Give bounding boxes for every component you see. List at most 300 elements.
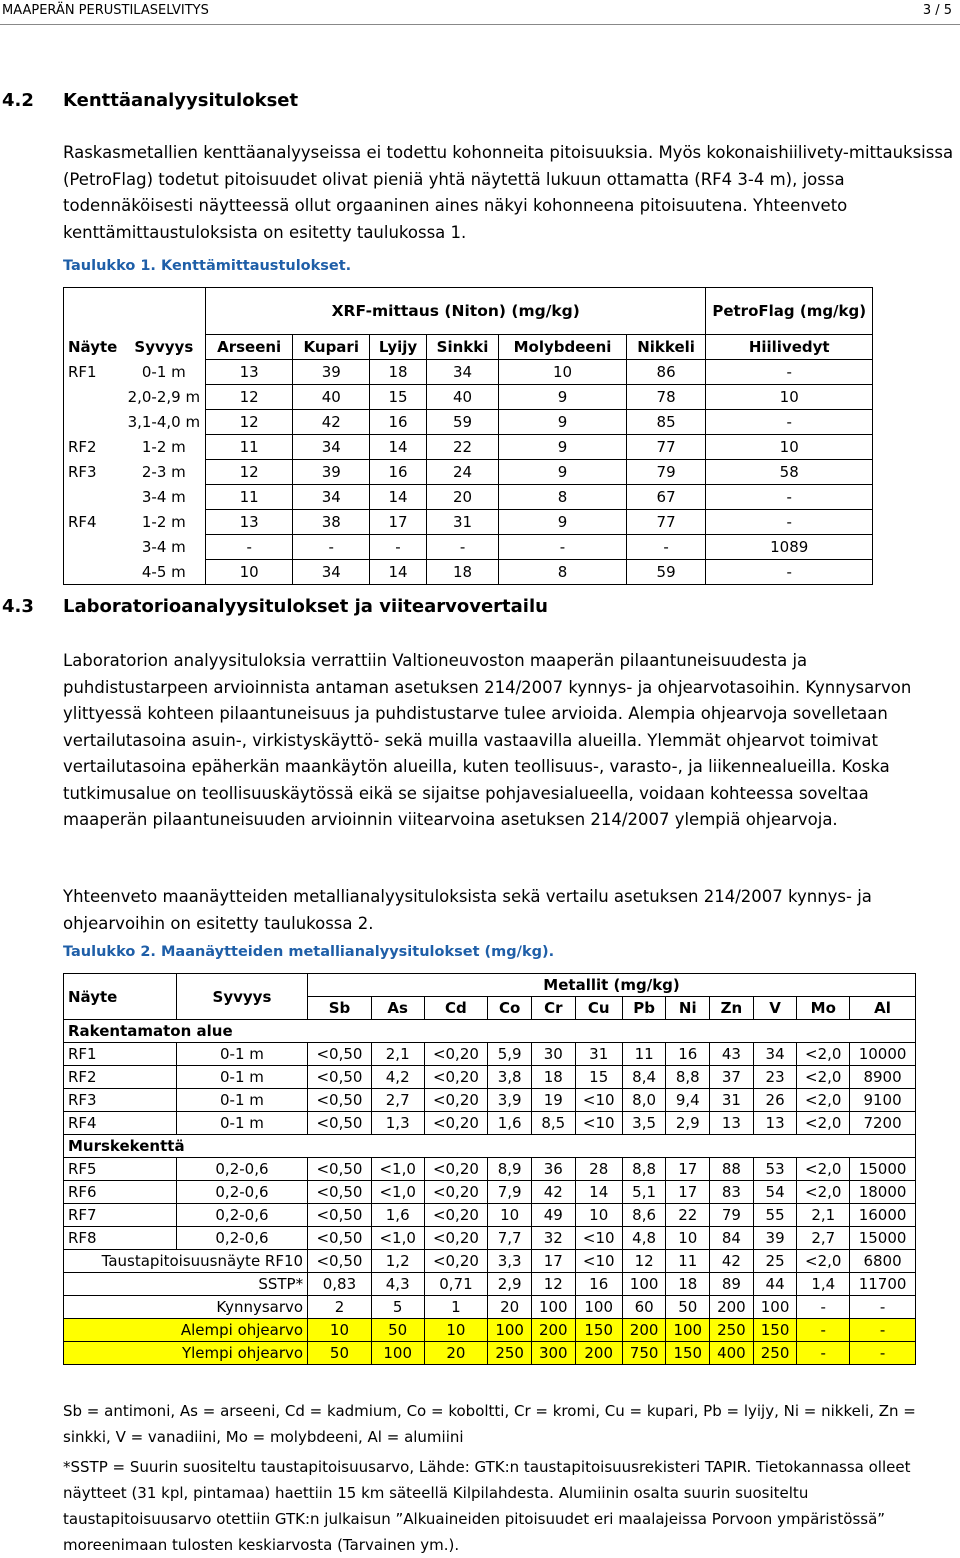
table2-cell: 750 (622, 1342, 666, 1365)
table1-cell: - (626, 535, 706, 560)
table2-sample-cell: RF5 (64, 1158, 177, 1181)
table2-cell: 31 (710, 1089, 754, 1112)
table2-cell: <0,50 (308, 1066, 372, 1089)
table2-row (64, 1204, 916, 1227)
table2-cell: 18 (531, 1066, 575, 1089)
table2-cell: <2,0 (797, 1158, 850, 1181)
table1-header-cell: Syvyys (123, 335, 206, 360)
table2-cell: <1,0 (371, 1181, 424, 1204)
table2-cell: 2,9 (666, 1112, 710, 1135)
table2-caption: Taulukko 2. Maanäytteiden metallianalyysitulokset (mg/kg). (63, 944, 555, 960)
table2-cell: 250 (710, 1319, 754, 1342)
table1-cell: 3-4 m (123, 485, 206, 510)
table2-cell: 10 (575, 1204, 622, 1227)
table2-cell: <1,0 (371, 1227, 424, 1250)
table1-header-cell: Arseeni (206, 335, 293, 360)
table2-reference-row (64, 1250, 916, 1273)
table2-cell: - (850, 1342, 916, 1365)
table1-cell: 79 (626, 460, 706, 485)
table2-cell: 25 (753, 1250, 797, 1273)
table2-cell: 0-1 m (176, 1112, 307, 1135)
table2-cell: <2,0 (797, 1043, 850, 1066)
table2-cell: 200 (710, 1296, 754, 1319)
table1-group-header-row (64, 288, 873, 335)
table2-cell: <1,0 (371, 1158, 424, 1181)
table1-sample-cell: RF1 (64, 360, 123, 385)
table2-cell: 2,7 (371, 1089, 424, 1112)
table1-sample-cell (64, 385, 123, 410)
table1-cell: 9 (499, 510, 626, 535)
table2-cell: 44 (753, 1273, 797, 1296)
table2-cell: <0,50 (308, 1112, 372, 1135)
table2-cell: <0,50 (308, 1227, 372, 1250)
table1-cell: 2,0-2,9 m (123, 385, 206, 410)
table2-sample-cell: RF1 (64, 1043, 177, 1066)
table1-group-petroflag: PetroFlag (mg/kg) (706, 288, 873, 335)
header-rule (0, 24, 960, 25)
table2-cell: 11 (622, 1043, 666, 1066)
table2-cell: 54 (753, 1181, 797, 1204)
table1-cell: 16 (370, 460, 427, 485)
table1-row (64, 360, 873, 385)
table2-cell: <0,20 (424, 1250, 488, 1273)
table2-cell: 14 (575, 1181, 622, 1204)
table2-cell: 5,1 (622, 1181, 666, 1204)
table2-cell: 10 (308, 1319, 372, 1342)
table1-header-cell: Lyijy (370, 335, 427, 360)
table2-cell: 18000 (850, 1181, 916, 1204)
table1-cell: - (293, 535, 370, 560)
table2-cell: <10 (575, 1089, 622, 1112)
table2-cell: 42 (531, 1181, 575, 1204)
table2-cell: 0,71 (424, 1273, 488, 1296)
table1-cell: 40 (293, 385, 370, 410)
table1-row (64, 510, 873, 535)
table2-cell: - (797, 1342, 850, 1365)
table2-cell: 11 (666, 1250, 710, 1273)
table2-cell: 1,2 (371, 1250, 424, 1273)
table2-cell: 37 (710, 1066, 754, 1089)
table2-metal-header: Al (850, 997, 916, 1020)
table1-cell: 40 (426, 385, 498, 410)
table2-reference-row (64, 1342, 916, 1365)
document-title: MAAPERÄN PERUSTILASELVITYS (2, 3, 209, 18)
table2-cell: - (797, 1296, 850, 1319)
table2-cell: 7,7 (488, 1227, 532, 1250)
paragraph-lab-results: Laboratorion analyysituloksia verrattiin Valtioneuvoston maaperän pilaantuneisuudesta ja puhdistustarpeen arvioinnista antaman asetuksen 214/2007 kynnys- ja ohjearvotasoihin. Kynnysarvon ylittyessä kohteen pilaantuneisuus ja puhdistustarve tulee arvioida. Alempia ohjearvoja sovelletaan vertailutasoina asuin-, virkistyskäyttö- sekä muilla vastaavilla alueilla. Ylemmät ohjearvot toimivat vertailutasoina epäherkän maankäytön alueilla, kuten teollisuus-, varasto-, ja liikennealueilla. Koska tutkimusalue on teollisuuskäytössä eikä se sijaitse pohjavesialueella, voidaan kohteessa soveltaa maaperän pilaantuneisuuden arvioinnin viitearvoina asetuksen 214/2007 ylempiä ohjearvoja. (63, 651, 912, 829)
table1-cell: 39 (293, 460, 370, 485)
table2-reference-label: Alempi ohjearvo (64, 1319, 308, 1342)
table2-cell: - (797, 1319, 850, 1342)
table2-cell: <2,0 (797, 1250, 850, 1273)
table2-cell: <2,0 (797, 1089, 850, 1112)
table2-cell: 26 (753, 1089, 797, 1112)
table1-cell: 59 (426, 410, 498, 435)
table1-cell: 34 (293, 435, 370, 460)
table2-reference-label: SSTP* (64, 1273, 308, 1296)
table2-cell: <0,50 (308, 1043, 372, 1066)
table2-cell: 0,2-0,6 (176, 1158, 307, 1181)
table2-cell: 100 (371, 1342, 424, 1365)
table2-cell: 0-1 m (176, 1043, 307, 1066)
table1-cell: 10 (206, 560, 293, 585)
table2-cell: 31 (575, 1043, 622, 1066)
table1-row (64, 535, 873, 560)
table2-cell: 10 (424, 1319, 488, 1342)
table2-cell: 4,8 (622, 1227, 666, 1250)
table2-sample-cell: RF2 (64, 1066, 177, 1089)
table2-cell: 34 (753, 1043, 797, 1066)
table1-cell: 34 (293, 560, 370, 585)
table2-cell: 11700 (850, 1273, 916, 1296)
table1-header-cell: Nikkeli (626, 335, 706, 360)
table2-cell: 60 (622, 1296, 666, 1319)
table2-cell: 100 (575, 1296, 622, 1319)
table2-cell: 39 (753, 1227, 797, 1250)
table2-cell: 100 (753, 1296, 797, 1319)
table2-cell: 5,9 (488, 1043, 532, 1066)
table2-cell: <0,50 (308, 1181, 372, 1204)
table2-cell: 43 (710, 1043, 754, 1066)
table1-cell: 12 (206, 385, 293, 410)
table1-cell: - (370, 535, 427, 560)
table2-cell: 4,2 (371, 1066, 424, 1089)
table2-cell: 0,2-0,6 (176, 1204, 307, 1227)
table2-row (64, 1158, 916, 1181)
table1-cell: 1-2 m (123, 435, 206, 460)
table2-cell: <0,20 (424, 1158, 488, 1181)
table2-metal-header: Sb (308, 997, 372, 1020)
table2-cell: 0-1 m (176, 1066, 307, 1089)
table1-sample-cell (64, 535, 123, 560)
table1-group-xrf: XRF-mittaus (Niton) (mg/kg) (206, 288, 706, 335)
table1-row (64, 435, 873, 460)
table2-cell: 17 (531, 1250, 575, 1273)
table1-cell: 77 (626, 510, 706, 535)
table1-sample-cell: RF2 (64, 435, 123, 460)
table2-metal-header: Mo (797, 997, 850, 1020)
table2-cell: <0,50 (308, 1158, 372, 1181)
table2-cell: 10 (488, 1204, 532, 1227)
table2-row (64, 1181, 916, 1204)
table1-row (64, 485, 873, 510)
table2-cell: 8,0 (622, 1089, 666, 1112)
table1-header-row (64, 335, 873, 360)
table2-reference-row (64, 1296, 916, 1319)
table2-cell: 7200 (850, 1112, 916, 1135)
table2-cell: 4,3 (371, 1273, 424, 1296)
table1-row (64, 460, 873, 485)
table2-cell: 8,5 (531, 1112, 575, 1135)
table1-header-cell: Molybdeeni (499, 335, 626, 360)
table1-cell: - (206, 535, 293, 560)
table2-cell: 2 (308, 1296, 372, 1319)
table1-cell: 0-1 m (123, 360, 206, 385)
table2-cell: 0,2-0,6 (176, 1227, 307, 1250)
table1-cell: 2-3 m (123, 460, 206, 485)
table1-cell: 8 (499, 485, 626, 510)
table2-cell: 1,6 (371, 1204, 424, 1227)
table2-cell: 1,4 (797, 1273, 850, 1296)
table1-cell: 3,1-4,0 m (123, 410, 206, 435)
page-header (0, 0, 960, 28)
table2-cell: 19 (531, 1089, 575, 1112)
table1-sample-cell: RF4 (64, 510, 123, 535)
table2-cell: 150 (666, 1342, 710, 1365)
table2-cell: <0,20 (424, 1066, 488, 1089)
table1-cell: 24 (426, 460, 498, 485)
table2-section-label: Rakentamaton alue (64, 1020, 916, 1043)
table1-cell: 39 (293, 360, 370, 385)
table2-cell: 16000 (850, 1204, 916, 1227)
table1-row (64, 410, 873, 435)
table1-cell: 18 (426, 560, 498, 585)
table2-cell: 50 (308, 1342, 372, 1365)
table2-metal-header: Zn (710, 997, 754, 1020)
table1-cell: - (706, 410, 873, 435)
paragraph-summary: Yhteenveto maanäytteiden metallianalyysituloksista sekä vertailu asetuksen 214/2007 kynnys- ja ohjearvoihin on esitetty taulukossa 2. (63, 887, 872, 933)
table2-cell: <2,0 (797, 1066, 850, 1089)
table2-cell: 200 (531, 1319, 575, 1342)
table2-metal-header: Co (488, 997, 532, 1020)
table1-cell: 10 (706, 385, 873, 410)
table2-cell: 30 (531, 1043, 575, 1066)
table2-cell: 55 (753, 1204, 797, 1227)
table1-cell: 42 (293, 410, 370, 435)
table1-cell: 1089 (706, 535, 873, 560)
table2-cell: 2,1 (797, 1204, 850, 1227)
table2-cell: 15000 (850, 1158, 916, 1181)
table2-cell: <2,0 (797, 1181, 850, 1204)
table2-cell: 17 (666, 1158, 710, 1181)
table2-cell: 100 (488, 1319, 532, 1342)
table1-body (64, 360, 873, 585)
table2-cell: <0,50 (308, 1089, 372, 1112)
table1-cell: 34 (293, 485, 370, 510)
table2-cell: 50 (666, 1296, 710, 1319)
table2-cell: 12 (622, 1250, 666, 1273)
table1-sample-cell (64, 410, 123, 435)
table1-header-cell: Hiilivedyt (706, 335, 873, 360)
table2-cell: <0,20 (424, 1181, 488, 1204)
table1-cell: 78 (626, 385, 706, 410)
table2-cell: 250 (488, 1342, 532, 1365)
section-number: 4.3 (2, 596, 34, 617)
table1-cell: 67 (626, 485, 706, 510)
table2-row (64, 1112, 916, 1135)
table2-cell: 0,2-0,6 (176, 1181, 307, 1204)
table1-cell: 86 (626, 360, 706, 385)
table1-cell: 16 (370, 410, 427, 435)
table2-cell: 5 (371, 1296, 424, 1319)
table2-metal-header: Cd (424, 997, 488, 1020)
table2-cell: <0,50 (308, 1204, 372, 1227)
table1-cell: 31 (426, 510, 498, 535)
table2-cell: 15000 (850, 1227, 916, 1250)
table1-header-cell: Sinkki (426, 335, 498, 360)
table2-cell: 7,9 (488, 1181, 532, 1204)
table2-metal-header: V (753, 997, 797, 1020)
table1-cell: - (706, 510, 873, 535)
table2-sample-cell: RF8 (64, 1227, 177, 1250)
abbreviation-note: Sb = antimoni, As = arseeni, Cd = kadmium, Co = koboltti, Cr = kromi, Cu = kupari, Pb = lyijy, Ni = nikkeli, Zn = sinkki, V = vanadiini, Mo = molybdeeni, Al = alumiini (63, 1402, 916, 1446)
table2-cell: 18 (666, 1273, 710, 1296)
table2-cell: 100 (531, 1296, 575, 1319)
table2-reference-label: Kynnysarvo (64, 1296, 308, 1319)
page-number: 3 / 5 (922, 3, 952, 18)
table2-cell: 1,6 (488, 1112, 532, 1135)
table2-header-metals-group: Metallit (mg/kg) (308, 974, 916, 997)
table2-cell: 2,1 (371, 1043, 424, 1066)
table1-cell: - (706, 560, 873, 585)
table1-cell: 17 (370, 510, 427, 535)
table1-cell: 11 (206, 435, 293, 460)
table2-cell: 8,8 (666, 1066, 710, 1089)
table1-cell: 38 (293, 510, 370, 535)
table2-sample-cell: RF4 (64, 1112, 177, 1135)
table2-header-depth: Syvyys (176, 974, 307, 1020)
table1-cell: 77 (626, 435, 706, 460)
table2-reference-row (64, 1273, 916, 1296)
table2-metal-header: Ni (666, 997, 710, 1020)
table2-reference-label: Ylempi ohjearvo (64, 1342, 308, 1365)
table1-sample-cell: RF3 (64, 460, 123, 485)
table2-cell: 200 (575, 1342, 622, 1365)
table2-cell: 3,9 (488, 1089, 532, 1112)
table1-cell: 9 (499, 435, 626, 460)
table2-cell: 20 (424, 1342, 488, 1365)
table2-body (64, 1020, 916, 1365)
table1-cell: 3-4 m (123, 535, 206, 560)
table2-metal-header: Pb (622, 997, 666, 1020)
table2-cell: 12 (531, 1273, 575, 1296)
table1-cell: 12 (206, 460, 293, 485)
table2-row (64, 1227, 916, 1250)
table2-header-sample: Näyte (64, 974, 177, 1020)
table2-cell: <0,20 (424, 1227, 488, 1250)
table2-cell: 13 (710, 1112, 754, 1135)
table1-cell: 85 (626, 410, 706, 435)
table2-group-header-row (64, 974, 916, 997)
table2-cell: 9,4 (666, 1089, 710, 1112)
table2-cell: 150 (753, 1319, 797, 1342)
table2-metal-header: Cu (575, 997, 622, 1020)
table1-cell: 9 (499, 460, 626, 485)
table2-cell: 20 (488, 1296, 532, 1319)
field-results-table (63, 287, 873, 585)
table1-sample-cell (64, 560, 123, 585)
table2-cell: 88 (710, 1158, 754, 1181)
table1-header-cell: Näyte (64, 335, 123, 360)
table2-section-row (64, 1020, 916, 1043)
table2-cell: <0,20 (424, 1043, 488, 1066)
table2-cell: 300 (531, 1342, 575, 1365)
table2-cell: - (850, 1296, 916, 1319)
table1-cell: 14 (370, 435, 427, 460)
table2-cell: 8,9 (488, 1158, 532, 1181)
table1-cell: - (499, 535, 626, 560)
table2-sample-cell: RF7 (64, 1204, 177, 1227)
table2-cell: 10000 (850, 1043, 916, 1066)
table2-cell: <2,0 (797, 1112, 850, 1135)
table1-sample-cell (64, 485, 123, 510)
table1-header-cell: Kupari (293, 335, 370, 360)
table2-cell: 10 (666, 1227, 710, 1250)
section-heading-4-3 (2, 596, 548, 617)
table2-cell: <0,50 (308, 1250, 372, 1273)
table2-cell: 15 (575, 1066, 622, 1089)
table2-cell: <0,20 (424, 1089, 488, 1112)
table2-row (64, 1043, 916, 1066)
table1-cell: - (706, 485, 873, 510)
table1-cell: 58 (706, 460, 873, 485)
table1-blank-cell (64, 288, 206, 335)
table2-cell: 0,83 (308, 1273, 372, 1296)
table1-cell: 9 (499, 410, 626, 435)
table2-cell: 3,3 (488, 1250, 532, 1273)
table2-cell: 2,9 (488, 1273, 532, 1296)
table2-sample-cell: RF6 (64, 1181, 177, 1204)
table2-section-row (64, 1135, 916, 1158)
section-title: Kenttäanalyysitulokset (63, 90, 299, 111)
table1-cell: 12 (206, 410, 293, 435)
table2-row (64, 1066, 916, 1089)
table2-cell: 16 (575, 1273, 622, 1296)
table2-cell: 36 (531, 1158, 575, 1181)
table1-cell: 10 (499, 360, 626, 385)
table2-cell: 89 (710, 1273, 754, 1296)
table2-metal-header: As (371, 997, 424, 1020)
table2-cell: 1,3 (371, 1112, 424, 1135)
table2-cell: 16 (666, 1043, 710, 1066)
table2-cell: 2,7 (797, 1227, 850, 1250)
table2-cell: 6800 (850, 1250, 916, 1273)
table1-cell: 11 (206, 485, 293, 510)
table2-cell: 42 (710, 1250, 754, 1273)
table1-cell: 15 (370, 385, 427, 410)
table2-cell: <10 (575, 1112, 622, 1135)
table1-cell: 59 (626, 560, 706, 585)
table2-cell: 100 (622, 1273, 666, 1296)
table2-cell: 84 (710, 1227, 754, 1250)
table2-cell: 22 (666, 1204, 710, 1227)
table2-cell: 8900 (850, 1066, 916, 1089)
table1-cell: 8 (499, 560, 626, 585)
table2-cell: 28 (575, 1158, 622, 1181)
paragraph-field-results: Raskasmetallien kenttäanalyyseissa ei todettu kohonneita pitoisuuksia. Myös kokonaishiilivety-mittauksissa (PetroFlag) todetut pitoisuudet olivat pieniä yhtä näytettä lukuun ottamatta (RF4 3-4 m), jossa todennäköisesti näytteessä ollut orgaaninen aines näkyi kohonneena pitoisuutena. Yhteenveto kenttämittaustuloksista on esitetty taulukossa 1. (63, 143, 954, 242)
table2-cell: 400 (710, 1342, 754, 1365)
table2-cell: 32 (531, 1227, 575, 1250)
table2-row (64, 1089, 916, 1112)
table2-cell: <0,20 (424, 1112, 488, 1135)
table2-cell: 9100 (850, 1089, 916, 1112)
table2-cell: 13 (753, 1112, 797, 1135)
table2-cell: 53 (753, 1158, 797, 1181)
table2-cell: 83 (710, 1181, 754, 1204)
table1-cell: - (426, 535, 498, 560)
metal-results-table (63, 973, 916, 1365)
table2-sample-cell: RF3 (64, 1089, 177, 1112)
table1-row (64, 385, 873, 410)
table2-cell: 3,5 (622, 1112, 666, 1135)
table1-cell: 13 (206, 510, 293, 535)
table2-cell: 150 (575, 1319, 622, 1342)
section-heading-4-2 (2, 90, 299, 111)
table2-cell: - (850, 1319, 916, 1342)
table2-section-label: Murskekenttä (64, 1135, 916, 1158)
table1-cell: 22 (426, 435, 498, 460)
table1-cell: 20 (426, 485, 498, 510)
